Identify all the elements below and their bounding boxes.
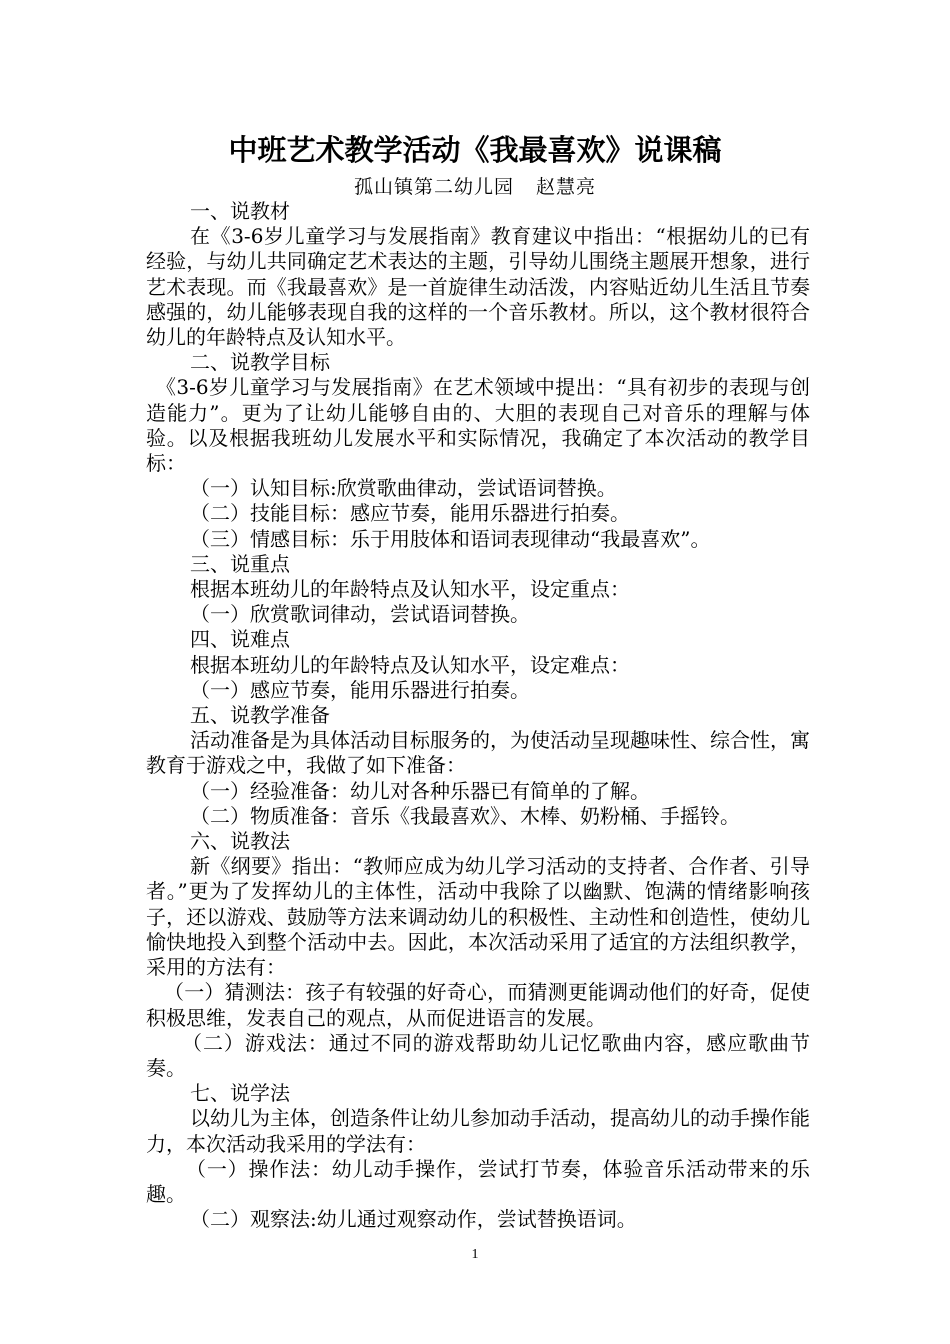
paragraph: （一）操作法：幼儿动手操作，尝试打节奏，体验音乐活动带来的乐趣。 <box>146 1156 810 1206</box>
document-byline <box>0 174 950 200</box>
paragraph: （一）欣赏歌词律动，尝试语词替换。 <box>190 602 530 627</box>
document-body <box>146 199 810 1232</box>
page-number: 1 <box>471 1247 479 1262</box>
section-heading: 一、说教材 <box>190 199 290 223</box>
paragraph: （一）感应节奏，能用乐器进行拍奏。 <box>190 677 530 702</box>
paragraph: （一）猜测法：孩子有较强的好奇心，而猜测更能调动他们的好奇，促使积极思维，发表自己的观点，从而促进语言的发展。 <box>146 980 810 1030</box>
paragraph: （二）观察法:幼儿通过观察动作，尝试替换语词。 <box>190 1207 637 1232</box>
paragraph: （二）物质准备：音乐《我最喜欢》、木棒、奶粉桶、手摇铃。 <box>190 803 740 828</box>
goal-item: （二）技能目标：感应节奏，能用乐器进行拍奏。 <box>190 501 630 526</box>
section-heading: 二、说教学目标 <box>190 350 330 375</box>
paragraph: 《3-6岁儿童学习与发展指南》在艺术领域中提出：“具有初步的表现与创造能力”。更为了让幼儿能够自由的、大胆的表现自己对音乐的理解与体验。以及根据我班幼儿发展水平和实际情况，我确定了本次活动的教学目标： <box>146 375 810 476</box>
section-heading: 七、说学法 <box>190 1081 290 1106</box>
paragraph: （一）经验准备：幼儿对各种乐器已有简单的了解。 <box>190 778 650 803</box>
goal-item: （三）情感目标：乐于用肢体和语词表现律动“我最喜欢”。 <box>190 526 711 551</box>
section-heading: 五、说教学准备 <box>190 703 330 728</box>
paragraph: 根据本班幼儿的年龄特点及认知水平，设定难点： <box>190 652 630 677</box>
paragraph: 以幼儿为主体，创造条件让幼儿参加动手活动，提高幼儿的动手操作能力，本次活动我采用的学法有： <box>146 1106 810 1156</box>
paragraph: （二）游戏法：通过不同的游戏帮助幼儿记忆歌曲内容，感应歌曲节奏。 <box>146 1030 810 1080</box>
goal-item: （一）认知目标:欣赏歌曲律动，尝试语词替换。 <box>190 476 617 501</box>
document-title: 中班艺术教学活动《我最喜欢》说课稿 <box>228 133 722 167</box>
paragraph: 在《3-6岁儿童学习与发展指南》教育建议中指出：“根据幼儿的已有经验，与幼儿共同确定艺术表达的主题，引导幼儿围绕主题展开想象，进行艺术表现。而《我最喜欢》是一首旋律生动活泼，内容贴近幼儿生活且节奏感强的，幼儿能够表现自我的这样的一个音乐教材。所以，这个教材很符合幼儿的年龄特点及认知水平。 <box>146 224 810 350</box>
section-heading: 四、说难点 <box>190 627 290 652</box>
section-heading: 六、说教法 <box>190 829 290 854</box>
paragraph: 活动准备是为具体活动目标服务的，为使活动呈现趣味性、综合性，寓教育于游戏之中，我做了如下准备： <box>146 728 810 778</box>
paragraph: 新《纲要》指出：“教师应成为幼儿学习活动的支持者、合作者、引导者。”更为了发挥幼儿的主体性，活动中我除了以幽默、饱满的情绪影响孩子，还以游戏、鼓励等方法来调动幼儿的积极性、主动性和创造性，使幼儿愉快地投入到整个活动中去。因此，本次活动采用了适宜的方法组织教学，采用的方法有： <box>146 854 810 980</box>
paragraph: 根据本班幼儿的年龄特点及认知水平，设定重点： <box>190 577 630 602</box>
author-name: 赵慧亮 <box>536 176 597 198</box>
section-heading: 三、说重点 <box>190 551 290 576</box>
school-name: 孤山镇第二幼儿园 <box>353 176 514 198</box>
